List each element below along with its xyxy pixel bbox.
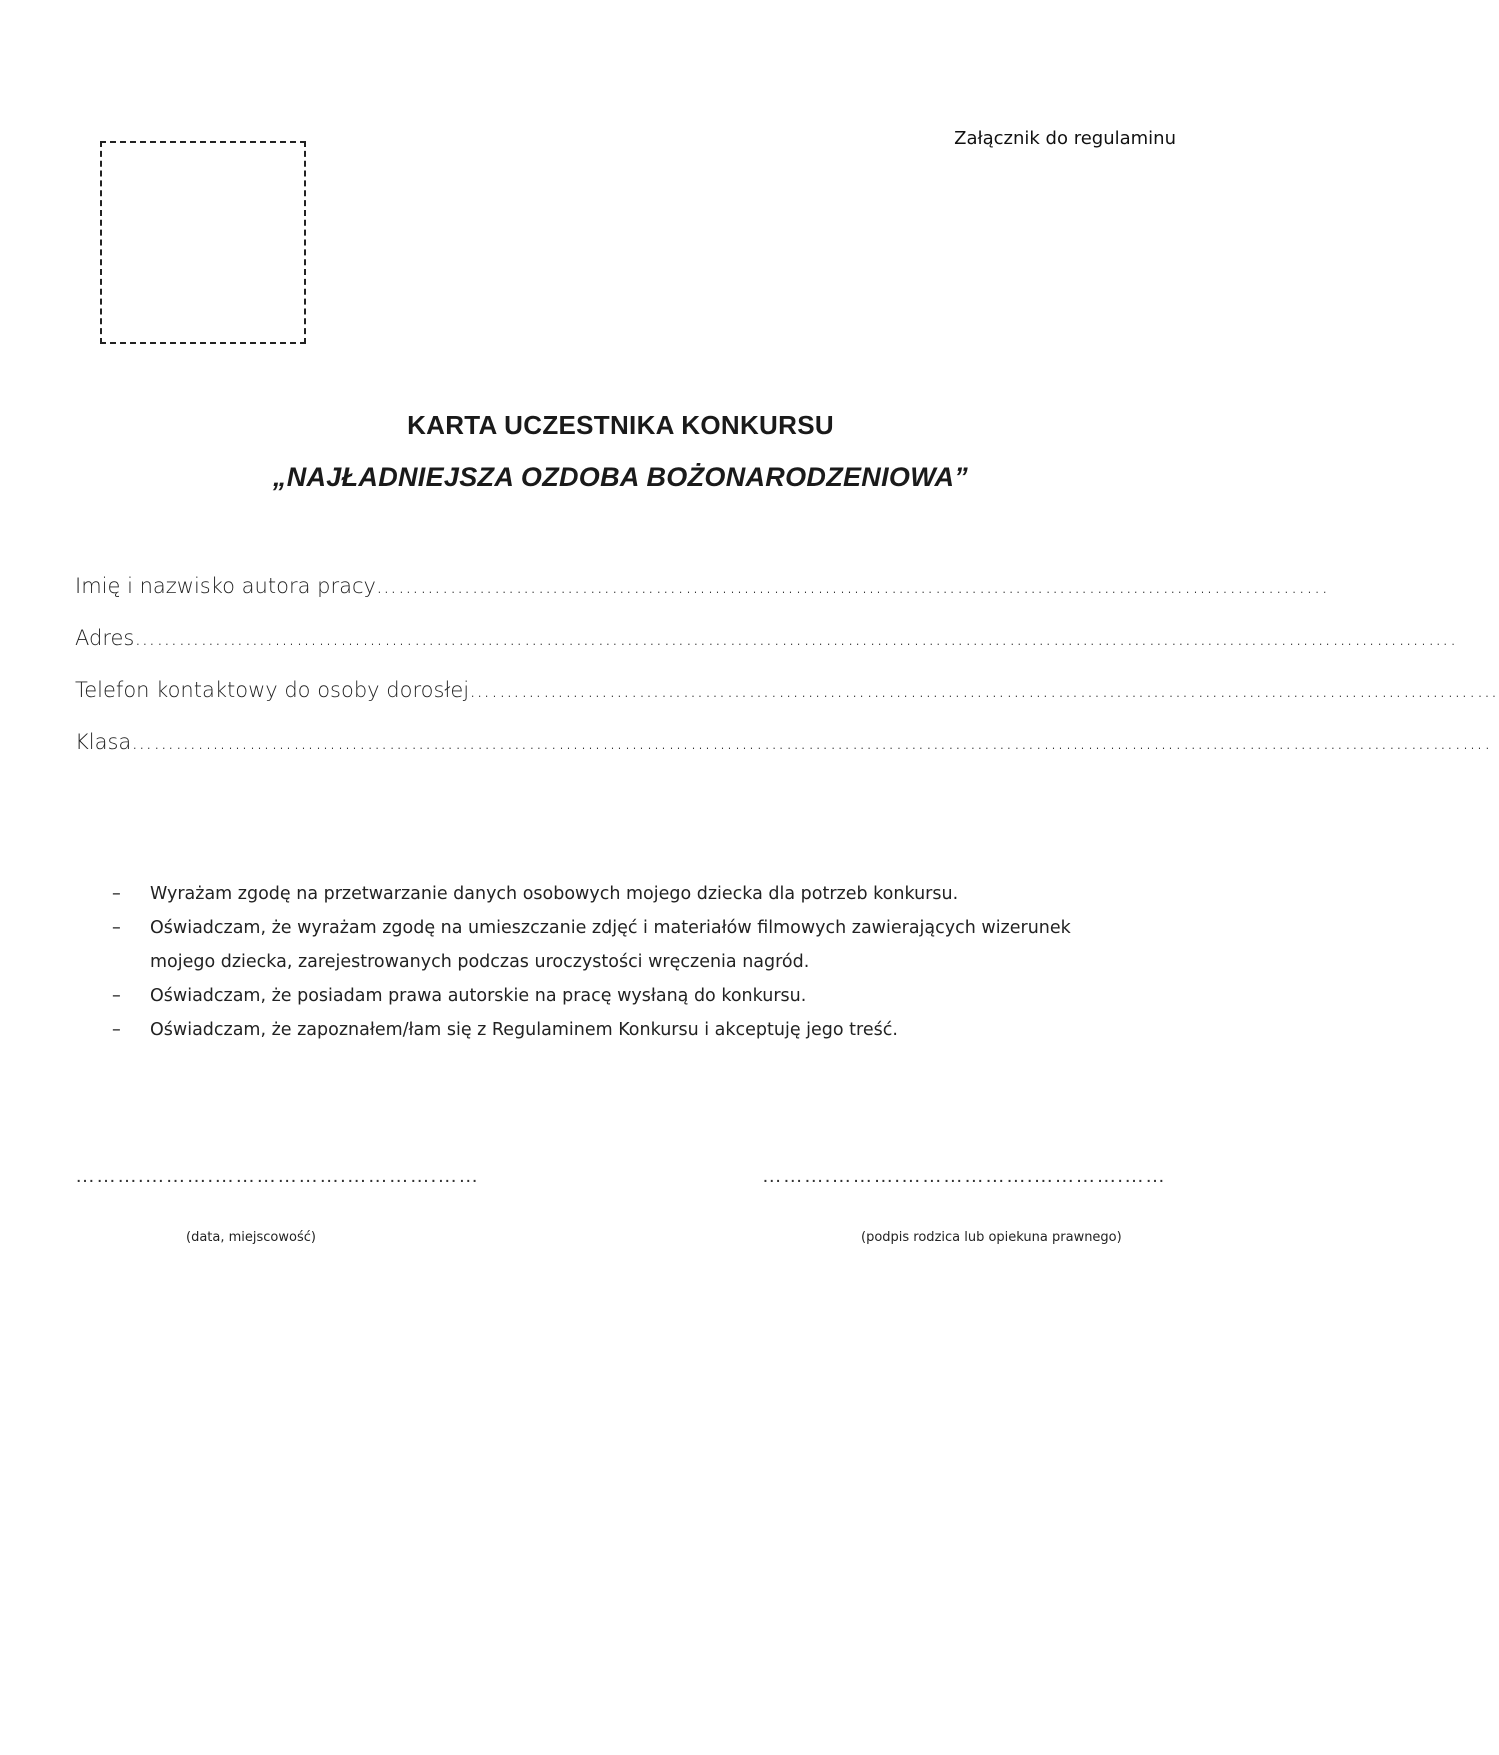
date-place-line[interactable]: ……….……….……………….………….…… xyxy=(75,1165,480,1187)
contest-name: „NAJŁADNIEJSZA OZDOBA BOŻONARODZENIOWA” xyxy=(272,462,969,492)
list-dash: – xyxy=(112,1020,121,1040)
field-label: Telefon kontaktowy do osoby dorosłej xyxy=(75,678,470,702)
field-fill-line: ……………….……………….………………….……………………….……………….……………………….………………….……………….…. xyxy=(134,626,1458,650)
field-fill-line: ….……………….……………….……………….……………….……………….……………….……………….… xyxy=(469,678,1499,702)
declaration-item xyxy=(110,877,1130,911)
form-title: KARTA UCZESTNIKA KONKURSU xyxy=(407,410,834,440)
field-label: Imię i nazwisko autora pracy xyxy=(75,574,376,598)
declaration-item xyxy=(110,1013,1130,1047)
field-phone[interactable] xyxy=(75,678,1499,730)
field-fill-line: ……….………………….……………….…….……………………….……………….……………….……………….……………….……………….…. xyxy=(131,730,1492,754)
field-fill-line: ……….……………….………….……………………….……………………….………….…............... xyxy=(375,574,1330,598)
signature-caption: (podpis rodzica lub opiekuna prawnego) xyxy=(861,1230,1122,1245)
declarations-list xyxy=(110,877,1130,1047)
attachment-note: Załącznik do regulaminu xyxy=(954,128,1176,149)
field-address[interactable] xyxy=(75,626,1458,678)
declaration-text: Oświadczam, że wyrażam zgodę na umieszczanie zdjęć i materiałów filmowych zawierających wizerunek mojego dziecka, zarejestrowanych podczas uroczystości wręczenia nagród. xyxy=(150,918,1071,972)
list-dash: – xyxy=(112,918,121,938)
signature-line[interactable]: ……….……….……………….………….…… xyxy=(761,1165,1166,1187)
declaration-text: Wyrażam zgodę na przetwarzanie danych osobowych mojego dziecka dla potrzeb konkursu. xyxy=(150,884,959,904)
declaration-text: Oświadczam, że zapoznałem/łam się z Regulaminem Konkursu i akceptuję jego treść. xyxy=(150,1020,898,1040)
participant-fields xyxy=(75,574,1499,782)
date-place-caption: (data, miejscowość) xyxy=(186,1230,316,1245)
field-class[interactable] xyxy=(75,730,1492,782)
declaration-item xyxy=(110,979,1130,1013)
declaration-item xyxy=(110,911,1130,979)
list-dash: – xyxy=(112,884,121,904)
field-label: Adres xyxy=(75,626,135,650)
field-author-name[interactable] xyxy=(75,574,1330,626)
declaration-text: Oświadczam, że posiadam prawa autorskie na pracę wysłaną do konkursu. xyxy=(150,986,807,1006)
list-dash: – xyxy=(112,986,121,1006)
photo-placeholder-box xyxy=(100,141,306,344)
field-label: Klasa xyxy=(75,730,132,754)
